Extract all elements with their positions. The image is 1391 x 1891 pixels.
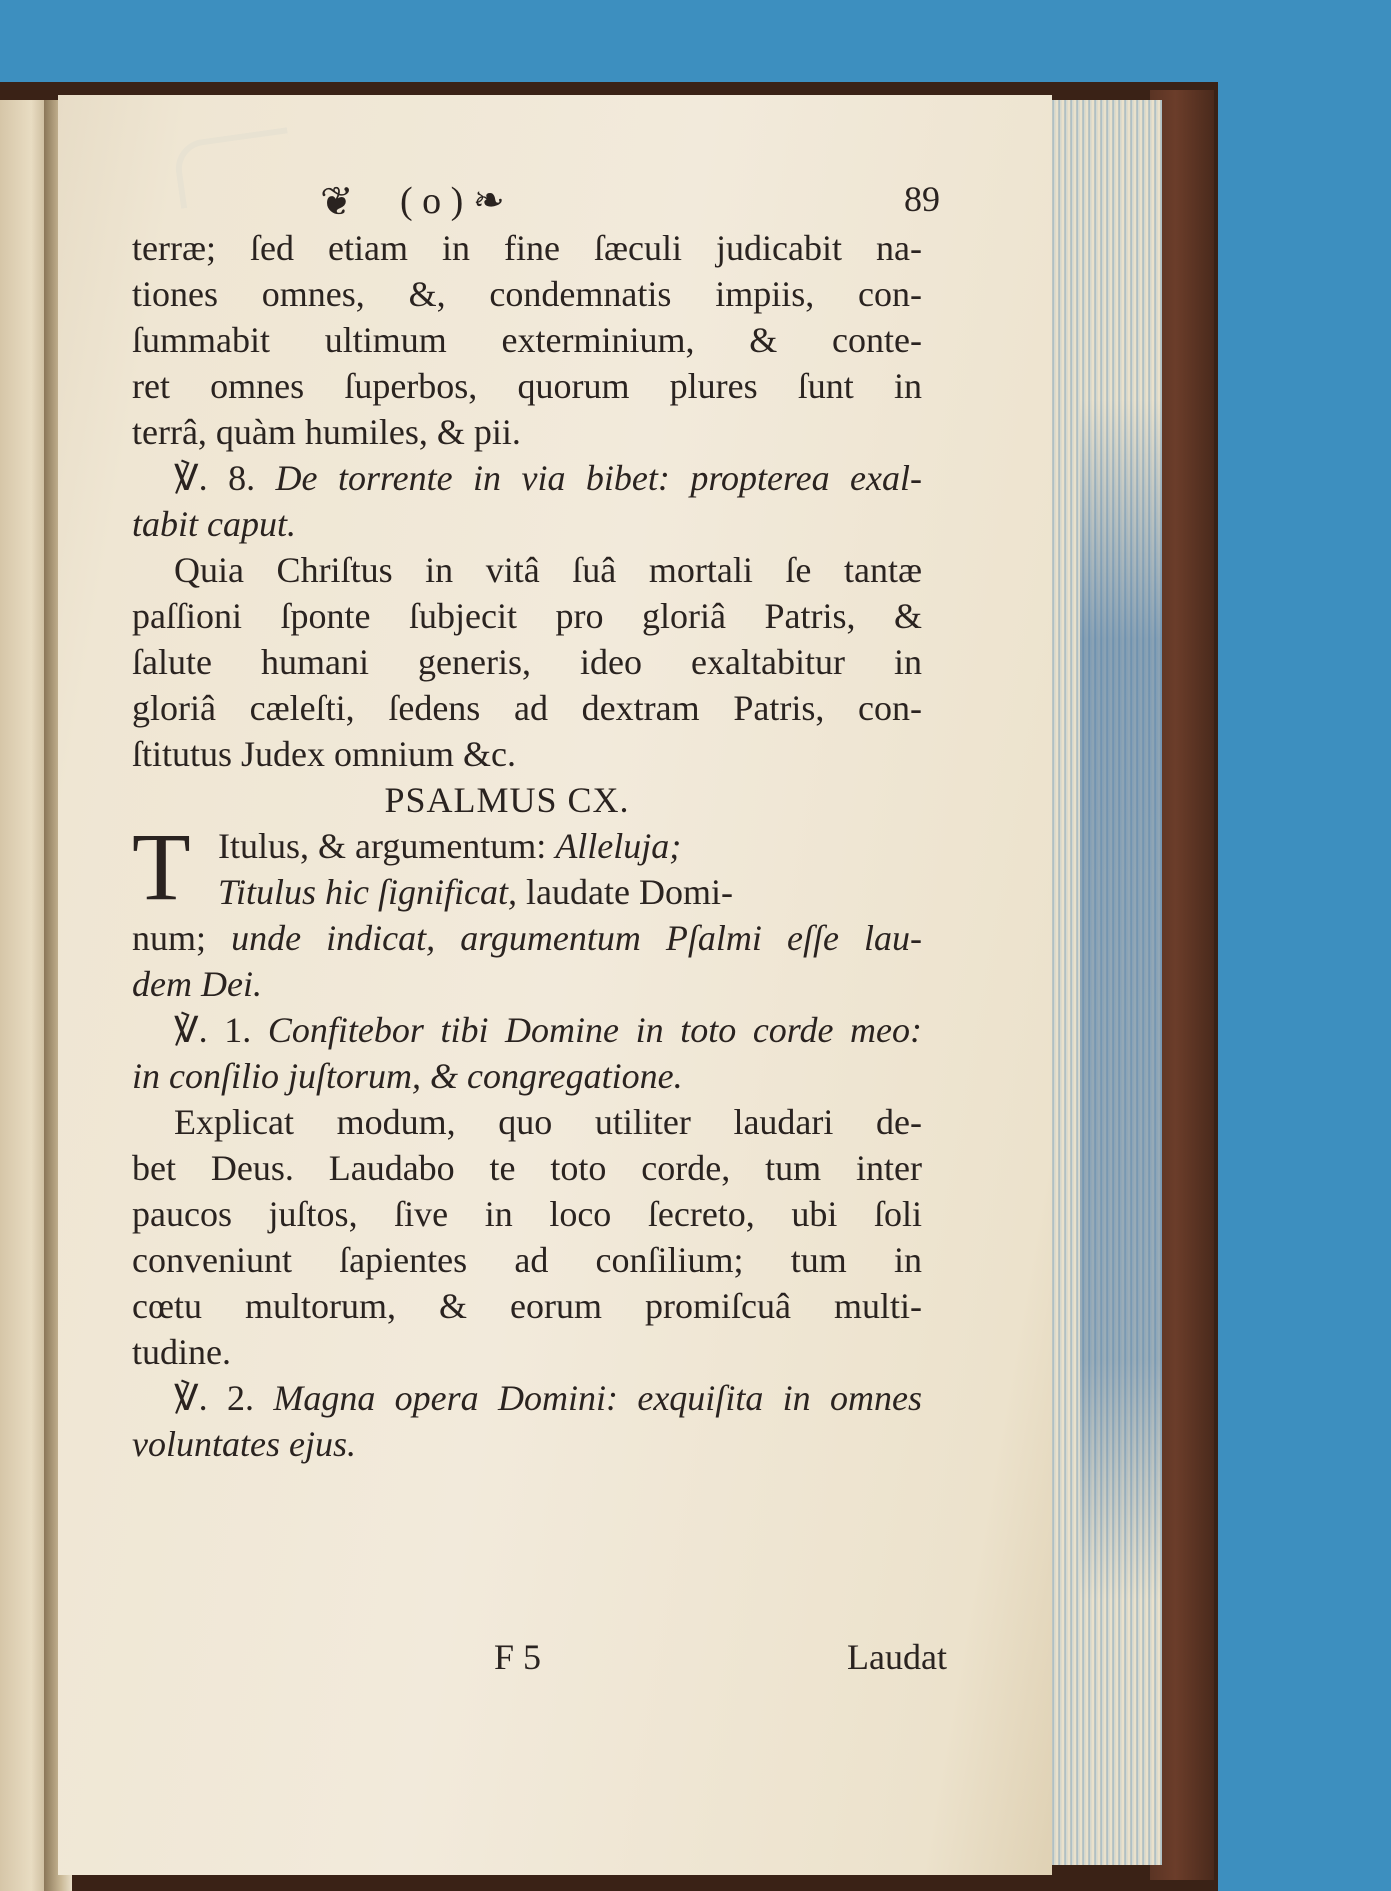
titulus-line-4: dem Dei. [132, 964, 262, 1004]
signature-mark: F 5 [494, 1637, 542, 1677]
page-number: 89 [904, 179, 940, 219]
page-text [132, 225, 922, 1467]
text-line: terræ; ſed etiam in fine ſæculi judicabit na- [132, 228, 922, 268]
blue-edge-stain [1080, 400, 1162, 1600]
titulus-line-1: T Itulus, & argumentum: Alleluja; [132, 813, 682, 920]
verse-2-cont: voluntates ejus. [132, 1424, 356, 1464]
loose-thread [172, 127, 296, 209]
verse-1-cont: in conſilio juſtorum, & congregatione. [132, 1056, 683, 1096]
verse-number: ℣. 8. [174, 458, 256, 498]
ornament-right-icon: ❧ [472, 180, 505, 222]
text-line: terrâ, quàm humiles, & pii. [132, 412, 521, 452]
titulus-line-3: num; unde indicat, argumentum Pſalmi eſſe lau- [132, 918, 922, 958]
ornament-left-icon: ❦ [320, 179, 356, 224]
verse-2: ℣. 2. Magna opera Domini: exquiſita in omnes [174, 1378, 922, 1418]
drop-cap: T [132, 813, 191, 920]
page-stack-fore-edge [1050, 100, 1162, 1865]
header-center: ( o ) ❧ [400, 180, 505, 222]
verse-1: ℣. 1. Confitebor tibi Domine in toto corde meo: [174, 1010, 922, 1050]
text-line: paucos juſtos, ſive in loco ſecreto, ubi ſoli [132, 1194, 922, 1234]
text-line: ſummabit ultimum exterminium, & conte- [132, 320, 922, 360]
text-line: bet Deus. Laudabo te toto corde, tum inter [132, 1148, 922, 1188]
text-line: cœtu multorum, & eorum promiſcuâ multi- [132, 1286, 922, 1326]
text-line: tudine. [132, 1332, 231, 1372]
psalm-heading: PSALMUS CX. [384, 780, 630, 820]
text-line: tiones omnes, &, condemnatis impiis, con- [132, 274, 922, 314]
text-line: conveniunt ſapientes ad conſilium; tum in [132, 1240, 922, 1280]
text-line: Quia Chriſtus in vitâ ſuâ mortali ſe tantæ [174, 550, 922, 590]
verse-number: ℣. 2. [174, 1378, 254, 1418]
page-footer [132, 1636, 947, 1686]
text-line: ſtitutus Judex omnium &c. [132, 734, 516, 774]
catchword: Laudat [847, 1637, 947, 1677]
text-line: ſalute humani generis, ideo exaltabitur in [132, 642, 922, 682]
verse-8: ℣. 8. De torrente in via bibet: propterea exal- [174, 458, 922, 498]
text-line: ret omnes ſuperbos, quorum plures ſunt in [132, 366, 922, 406]
text-line: paſſioni ſponte ſubjecit pro gloriâ Patris, & [132, 596, 922, 636]
text-line: Explicat modum, quo utiliter laudari de- [174, 1102, 922, 1142]
verse-8-cont: tabit caput. [132, 504, 296, 544]
text-line: gloriâ cæleſti, ſedens ad dextram Patris, con- [132, 688, 922, 728]
titulus-line-2: Titulus hic ſignificat, laudate Domi- [218, 872, 733, 912]
verse-number: ℣. 1. [174, 1010, 252, 1050]
